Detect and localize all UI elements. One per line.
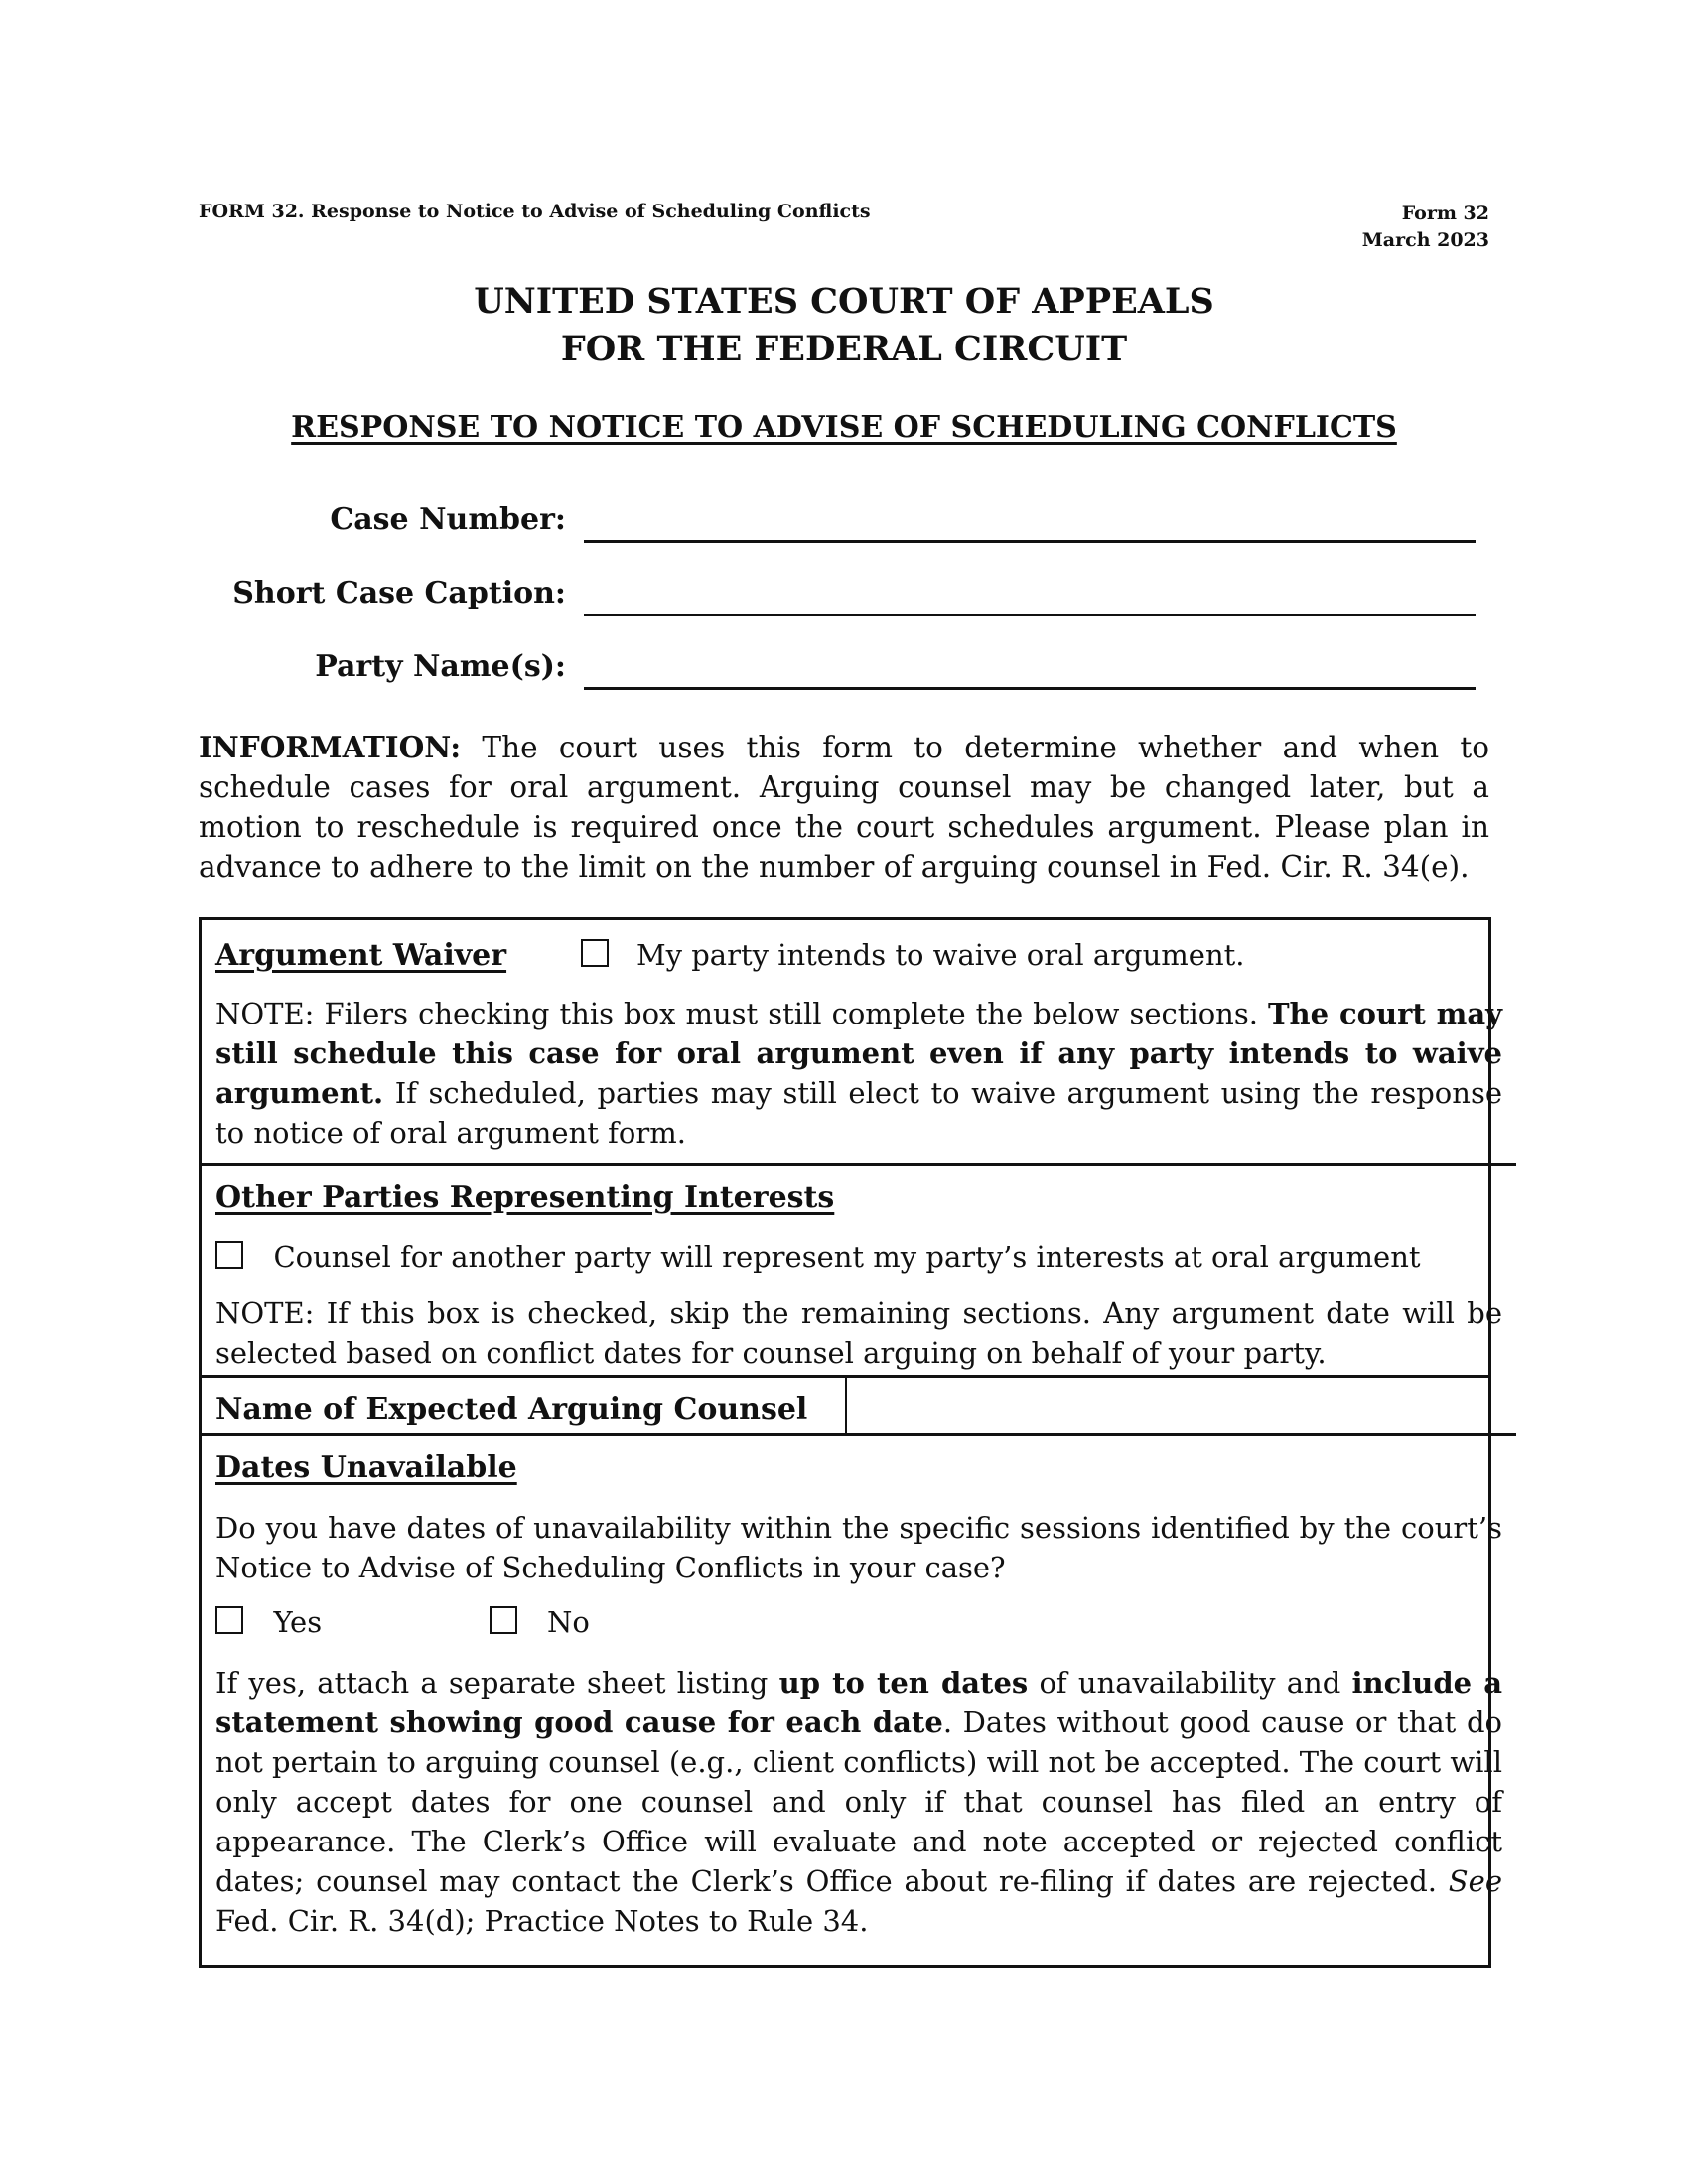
dates-unavailable-no-checkbox[interactable]: [490, 1606, 517, 1634]
argument-waiver-note-continuation: If scheduled, parties may still elect to waive argument using the response to notice of oral argument form.: [215, 1076, 1502, 1150]
dates-unavailable-section: [202, 1433, 1516, 1941]
form-date: March 2023: [1361, 229, 1489, 251]
instructions-text-1: If yes, attach a separate sheet listing: [215, 1666, 779, 1700]
argument-waiver-note-text: NOTE: Filers checking this box must still complete the below sections.: [215, 997, 1268, 1030]
party-names-input[interactable]: [584, 645, 1479, 687]
court-title-line1: UNITED STATES COURT OF APPEALS: [474, 281, 1214, 322]
information-label: INFORMATION:: [199, 730, 462, 764]
dates-unavailable-heading: Dates Unavailable: [215, 1450, 517, 1485]
court-title: [0, 278, 1688, 373]
dates-unavailable-yes-label: Yes: [273, 1605, 323, 1639]
dates-unavailable-instructions: [215, 1663, 1502, 1941]
case-number-field: [199, 494, 1489, 544]
argument-waiver-checkbox-label: My party intends to waive oral argument.: [635, 938, 1245, 972]
instructions-text-3: . Dates without good cause or that do not pertain to arguing counsel (e.g., client conflicts) will not be accepted. The court will only accept dates for one counsel and only if that counsel has filed an entry of appearance. The Clerk’s Office will evaluate and note accepted or rejected conflict dates; counsel may contact the Clerk’s Office about re-filing if dates are rejected.: [215, 1706, 1502, 1898]
party-names-label: Party Name(s):: [315, 649, 566, 684]
instructions-emphasis-2: include a statement showing good cause for each date: [215, 1666, 1502, 1739]
court-title-line2: FOR THE FEDERAL CIRCUIT: [560, 329, 1128, 369]
information-text: The court uses this form to determine whether and when to schedule cases for oral argument. Arguing counsel may be changed later, but a motion to reschedule is required once the court schedules argument. Please plan in advance to adhere to the limit on the number of arguing counsel in Fed. Cir. R. 34(e).: [199, 731, 1489, 884]
dates-unavailable-yes-checkbox[interactable]: [215, 1606, 243, 1634]
instructions-see-signal: See: [1448, 1864, 1502, 1898]
form-number: Form 32: [1401, 203, 1489, 224]
short-case-caption-underline: [584, 614, 1476, 616]
argument-waiver-note-emphasis: The court may still schedule this case for oral argument even if any party intends to waive argument.: [215, 997, 1502, 1110]
argument-waiver-section: [202, 938, 1516, 1153]
case-number-underline: [584, 540, 1476, 543]
short-case-caption-input[interactable]: [584, 572, 1479, 614]
form-header-title: FORM 32. Response to Notice to Advise of Scheduling Conflicts: [199, 201, 871, 222]
party-names-field: [199, 641, 1489, 691]
arguing-counsel-label: Name of Expected Arguing Counsel: [215, 1392, 808, 1427]
form-header-version: [1362, 201, 1489, 254]
argument-waiver-checkbox[interactable]: [581, 939, 609, 967]
form-subtitle: RESPONSE TO NOTICE TO ADVISE OF SCHEDULING CONFLICTS: [291, 410, 1397, 445]
other-parties-heading: Other Parties Representing Interests: [215, 1180, 835, 1215]
instructions-text-2: of unavailability and: [1028, 1666, 1352, 1700]
case-number-input[interactable]: [584, 498, 1479, 540]
instructions-emphasis-1: up to ten dates: [778, 1666, 1029, 1700]
party-names-underline: [584, 687, 1476, 690]
other-parties-note: NOTE: If this box is checked, skip the remaining sections. Any argument date will be selected based on conflict dates for counsel arguing on behalf of your party.: [215, 1297, 1502, 1370]
other-parties-checkbox[interactable]: [215, 1241, 243, 1269]
argument-waiver-heading: Argument Waiver: [215, 938, 507, 973]
other-parties-checkbox-label: Counsel for another party will represent my party’s interests at oral argument: [273, 1240, 1421, 1274]
dates-unavailable-no-label: No: [546, 1605, 590, 1639]
arguing-counsel-input[interactable]: [853, 1384, 1482, 1432]
instructions-citation: Fed. Cir. R. 34(d); Practice Notes to Rule 34.: [215, 1904, 869, 1938]
argument-waiver-note: [215, 994, 1502, 1153]
short-case-caption-label: Short Case Caption:: [232, 576, 566, 611]
case-number-label: Case Number:: [330, 502, 566, 537]
short-case-caption-field: [199, 568, 1489, 617]
arguing-counsel-row: [202, 1375, 1488, 1436]
information-paragraph: [199, 728, 1489, 887]
form-sections-box: [199, 917, 1502, 1968]
dates-unavailable-question: Do you have dates of unavailability within the specific sessions identified by the court’s Notice to Advise of Scheduling Conflicts in your case?: [215, 1511, 1502, 1584]
other-parties-section: [202, 1163, 1516, 1373]
arguing-counsel-divider: [845, 1378, 847, 1436]
